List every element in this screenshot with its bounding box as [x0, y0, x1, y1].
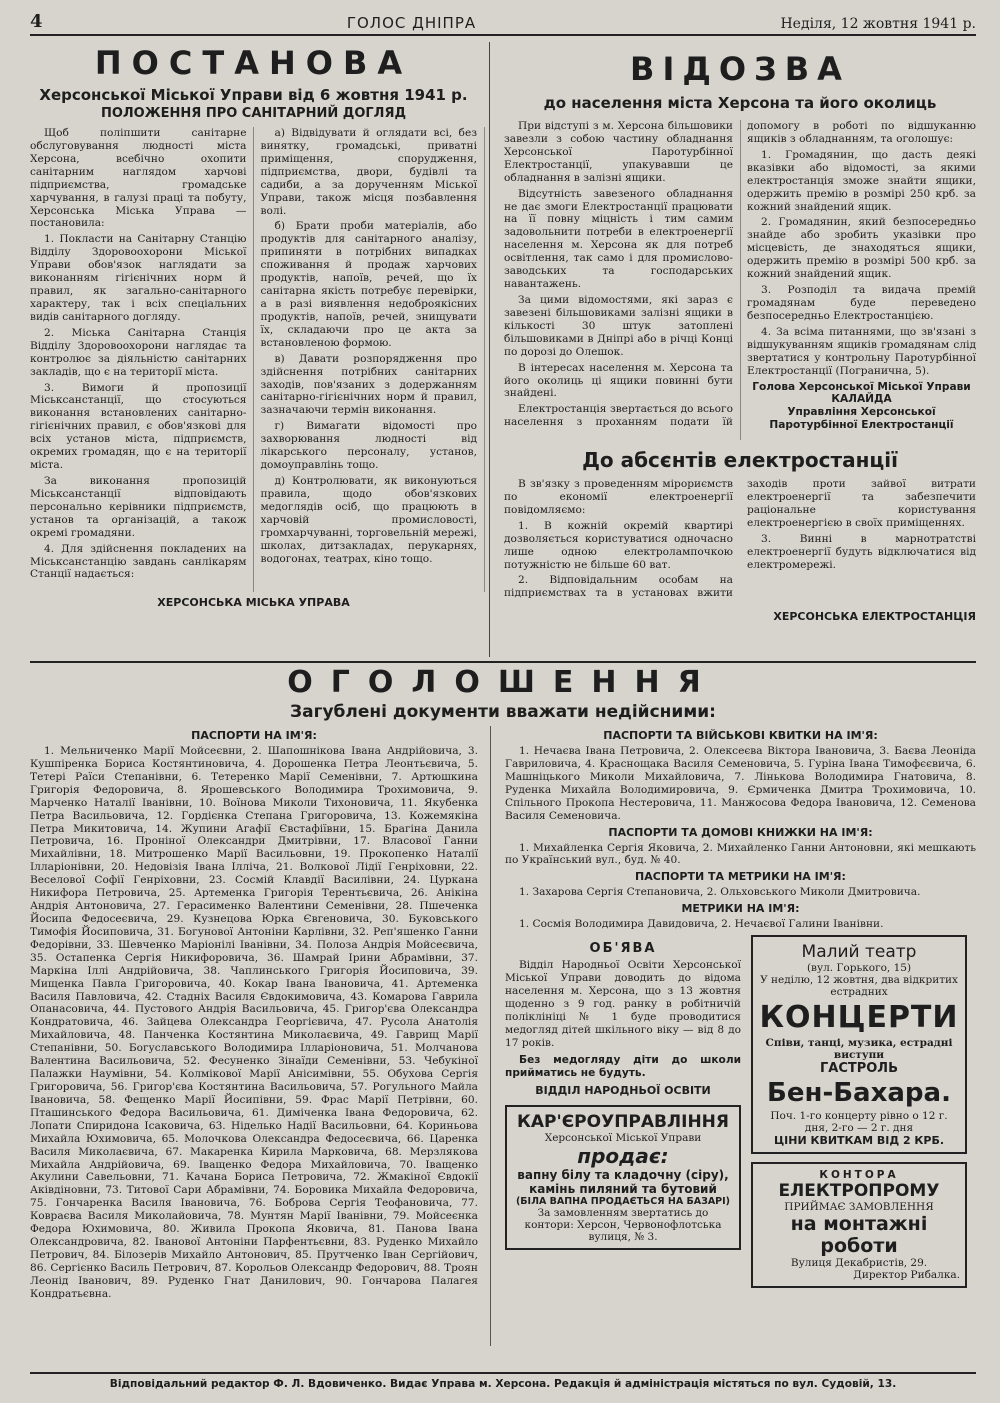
paragraph: 1. В кожній окремій квартирі дозволяється користуватися одночасно лише одною електролампочкою потужністю не більше 60 ват. [504, 519, 733, 571]
announcements-subtitle: Загублені документи вважати недійсними: [290, 702, 716, 722]
announcements-section [30, 661, 976, 722]
ad-line: За замовленням звертатись до контори: Херсон, Червонофлотська вулиця, № 3. [524, 1206, 722, 1243]
elektroprom-address: Вулиця Декабристів, 29. [790, 1257, 928, 1270]
concert-heading: КОНЦЕРТИ [759, 1000, 959, 1036]
signature-name: КАЛАЙДА [831, 393, 892, 406]
theatre-ad [751, 935, 967, 1154]
paragraph: Відсутність завезеного обладнання не дає змоги Електростанції працювати на її повну міцність і тим самим задовольнити потреби в електроенергії населення м. Херсона як для потреб освітлення, так само і для промислово-заводських та господарських навантажень. [504, 187, 733, 291]
paragraph: 4. За всіма питаннями, що зв'язані з відшукуванням ящиків громадянам слід звертатися у контрольну Паротурбінної Електростанції (Погранична, 5). [747, 325, 976, 377]
passports-heading: ПАСПОРТИ НА ІМ'Я: [191, 729, 317, 742]
vidozva-title: ВІДОЗВА [630, 50, 850, 88]
obyava-text-2: Без медогляду діти до школи прийматись не будуть. [505, 1053, 741, 1079]
issue-date: Неділя, 12 жовтня 1941 р. [780, 16, 976, 32]
prodaye-label: продає: [577, 1143, 669, 1168]
ads-right-column [751, 935, 967, 1288]
theatre-line: Співи, танці, музика, естрадні виступи [765, 1037, 953, 1062]
announcements-title: ОГОЛОШЕННЯ [287, 665, 719, 700]
ad-line: ПРИЙМАЄ ЗАМОВЛЕННЯ [784, 1201, 934, 1214]
paragraph: 1. Покласти на Санітарну Станцію Відділу Здоровоохорони Міської Управи обов'язок наглядати за виконанням гігієнічних норм й правил, як загально-санітарного характеру, так і всіх спеціальних видів санітарного догляду. [30, 233, 247, 323]
paragraph: За виконання пропозицій Міськсанстанції відповідають персонально керівники підприємств, установ та організацій, а також окремі громадяни. [30, 474, 247, 539]
theatre-line: Поч. 1-го концерту рівно о 12 г. дня, 2-го — 2 г. дня [770, 1110, 948, 1135]
passports-house-heading: ПАСПОРТИ ТА ДОМОВІ КНИЖКИ НА ІМ'Я: [608, 825, 873, 839]
postanova-signature: ХЕРСОНСЬКА МІСЬКА УПРАВА [157, 596, 350, 609]
metrics-heading: МЕТРИКИ НА ІМ'Я: [681, 902, 800, 916]
paragraph: 3. Розподіл та видача премій громадянам буде переведено безпосередньо Електростанцією. [747, 284, 976, 322]
ad-line: (БІЛА ВАПНА ПРОДАЄТЬСЯ НА БАЗАРІ) [515, 1195, 731, 1207]
paragraph: За цими відомостями, які зараз є завезені більшовиками залізні ящики в кількості 30 штук затоплені більшовиками в Дніпрі або в річці Конці по дорозі до Олешок. [504, 293, 733, 358]
passports-house-list: 1. Михайленка Сергія Яковича, 2. Михайленко Ганни Антоновни, які мешкають по Український вул., буд. № 40. [505, 841, 976, 867]
ad-line: вапну білу та кладочну (сіру), [517, 1167, 729, 1182]
right-announcements-column [490, 726, 976, 1346]
masthead [30, 10, 976, 36]
paragraph: Щоб поліпшити санітарне обслуговування людності міста Херсона, всебічно охопити санітарним наглядом харчові підприємства, громадське харчування, в галузі праці та побуту, Херсонська Міська Управа — постановила: [30, 127, 247, 230]
ads-left-column [505, 935, 741, 1288]
ad-line: Херсонської Міської Управи [544, 1131, 702, 1144]
elektroprom-ad [751, 1162, 967, 1288]
ad-line: камінь пиляний та бутовий [529, 1181, 717, 1196]
absent-body [504, 478, 976, 606]
kareroupravlinnia-ad [505, 1105, 741, 1250]
postanova-subtitle: Херсонської Міської Управи від 6 жовтня 1941 р. [39, 86, 468, 104]
paragraph: В зв'язку з проведенням мірориємств по економії електроенергії повідомляємо: [504, 478, 733, 516]
paragraph: б) Брати проби матеріалів, або продуктів для санітарного аналізу, припиняти в потрібних випадках споживання й продаж харчових продуктів, напоїв, речей, що їх санітарна якість потребує перевірки, а в разі виявлення недоброякісних продуктів, напоїв, речей, знищувати їх, складаючи про це акта за встановленою формою. [260, 220, 477, 349]
paragraph: 2. Громадянин, який безпосередньо знайде або зробить указівки про місцевість, де знаходяться ящики, одержить премію в розмірі 500 крб. за кожний знайдений ящик. [747, 216, 976, 281]
signature-line: Голова Херсонської Міської Управи [752, 380, 971, 393]
passports-metric-heading: ПАСПОРТИ ТА МЕТРИКИ НА ІМ'Я: [635, 870, 846, 884]
obyava-text: Відділ Народньої Освіти Херсонської Міської Управи доводить до відома населення м. Херсона, що з 13 жовтня щоденно з 9 год. ранку в робітничій поліклініці № 1 буде проводитися медогляд дітей шкільного віку — від 8 до 17 років. [505, 959, 741, 1049]
bottom-section [30, 726, 976, 1346]
postanova-title: ПОСТАНОВА [94, 44, 413, 82]
elektroprom-name: ЕЛЕКТРОПРОМУ [778, 1181, 940, 1202]
theatre-address: (вул. Горького, 15) [806, 962, 912, 975]
paragraph: В інтересах населення м. Херсона та його околиць ці ящики повинні бути знайдені. [504, 361, 733, 400]
paragraph: 4. Для здійснення покладених на Міськсанстанцію завдань санлікарям Станції надається: [30, 542, 247, 581]
metrics-list: 1. Сосмія Володимира Давидовича, 2. Нечаєвої Галини Іванівни. [519, 918, 884, 931]
vidozva-article [490, 42, 976, 657]
absent-signature: ХЕРСОНСЬКА ЕЛЕКТРОСТАНЦІЯ [773, 610, 976, 623]
passports-list: 1. Мельниченко Марії Мойсеєвни, 2. Шапошнікова Івана Андрійовича, 3. Кушпіренка Бориса Костянтиновича, 4. Дорошенка Петра Леонтьєвича, 5. Тетері Раїси Степанівни, 6. Тетеренко Марії Семенівни, 7. Артюшкина Григорія Федоровича, 8. Ярошевського Володимира Трохимовича, 9. Марченко Наталії Іванівни, 10. Воїнова Миколи Тихоновича, 11. Якубенка Петра Васильовича, 12. Гордієнка Степана Григоровича, 13. Кожемякіна Петра Микитовича, 14. Жупини Агафії Євстафіївни, 15. Брагіна Данила Петровича, 16. Проніної Олександри Дмитрівни, 17. Власової Ганни Михайлівни, 18. Митрошенко Марії Васильовни, 19. Прокопенко Наталії Ілларіонівни, 20. Недовізія Івана Ілліча, 21. Волкової Лідії Генріховни, 22. Веселової Софії Генріховни, 23. Сосмій Клавдії Василівни, 24. Цуркана Никифора Петровича, 25. Артеменка Григорія Терентьєвича, 26. Анікіна Андрія Антоновича, 27. Герасименко Валентини Семенівни, 28. Пшеченка Йосипа Федосеєвича, 29. Кузнецова Юрка Євгеновича, 30. Буковського Тимофія Йосиповича, 31. Богунової Антоніни Карлівни, 32. Реп'яшенко Ганни Федорівни, 33. Шевченко Маріонілі Іванівни, 34. Полоза Андрія Мойсеєвича, 35. Остапенка Сергія Никифоровича, 36. Шамрай Ірини Абрамівни, 37. Маркіна Іллі Андрійовича, 38. Чаплинського Григорія Йосиповича, 39. Мищенка Павла Григоровича, 40. Кокар Івана Івановича, 41. Артеменка Василя Павловича, 42. Стадніх Василя Євдокимовича, 43. Комарова Гаврила Опанасовича, 44. Пустового Андрія Васильовича, 45. Григор'єва Олександра Кондратовича, 46. Зайцева Олександра Георгієвича, 47. Русола Анатолія Михайловича, 48. Панченка Костянтина Миколаєвича, 49. Гаврищ Марії Степанівни, 50. Богуславського Володимира Ілларіоновича, 51. Молчанова Валентина Васильовича, 52. Фесуненко Зінаїди Семенівни, 53. Чебукіної Палажки Наумівни, 54. Колмікової Марії Анісимівни, 55. Обухова Сергія Григоровича, 56. Григор'єва Костянтина Васильовича, 57. Рогульного Майла Івановича, 58. Фещенко Марії Йосипівни, 59. Фрас Марії Петрівни, 60. Пташинського Федора Васильовича, 61. Диміченка Івана Федоровича, 62. Лопати Спиридона Ісаковича, 63. Ніделько Надії Васильовни, 64. Кориньова Михайла Юхимовича, 65. Молочкова Олександра Федосеєвича, 66. Царенка Василя Миколаєвича, 67. Макаренка Кирила Марковича, 68. Мерзлякова Михайла Андрійовича, 69. Іващенко Федора Михайловича, 70. Іващенко Акулини Савельовни, 71. Качана Бориса Петровича, 72. Жмакіної Євдокії Аківдіновни, 73. Титової Сари Абрамівни, 74. Боровика Михайла Федоровича, 75. Гончаренка Василя Івановича, 76. Боброва Сергія Теофановича, 77. Ковраєва Василя Миколайовича, 78. Мунтян Марії Іванівни, 79. Мойсеєнка Федора Юхимовича, 80. Живила Прокопа Яковича, 81. Панова Івана Олександровича, 82. Іванової Антоніни Парфентьєвни, 83. Руденко Михайло Петрович, 84. Білозерів Михайло Антонович, 85. Прутченко Іван Сергійович, 86. Сергієнко Василь Петрович, 87. Корольов Олександр Федорович, 88. Троян Леонід Іванович, 89. Руденко Гнат Данилович, 90. Гончарова Палагея Кондратьєвна. [30, 745, 478, 1300]
ad-line: на монтажні роботи [790, 1213, 928, 1258]
obyava-signature: ВІДДІЛ НАРОДНЬОЇ ОСВІТИ [535, 1083, 711, 1097]
passports-military-list: 1. Нечаєва Івана Петровича, 2. Олексеєва Віктора Івановича, 3. Баєва Леоніда Гавриловича, 4. Краснощака Василя Семеновича, 5. Гуріна Івана Тимофєєвича, 6. Машніцького Миколи Михайловича, 7. Лінькова Володимира Гнатовича, 8. Руденка Михайла Володимировича, 9. Єрмиченка Дмитра Трохимовича, 10. Спільного Прокопа Нестеровича, 11. Манжосова Федора Івановича, 12. Семенова Василя Семеновича. [505, 745, 976, 822]
paragraph: 3. Вимоги й пропозиції Міськсанстанції, що стосуються виконання встановлених санітарно-гігієнічних правил, є обов'язкові для всіх установ міста, підприємств, окремих громадян, що є на території міста. [30, 381, 247, 472]
ads-area [505, 935, 976, 1288]
vidozva-subtitle: до населення міста Херсона та його околиць [543, 94, 937, 112]
postanova-article [30, 42, 490, 657]
theatre-prices: ЦІНИ КВИТКАМ ВІД 2 КРБ. [773, 1134, 945, 1148]
newspaper-name: ГОЛОС ДНІПРА [346, 14, 477, 32]
kareroupravlinnia-title: КАР'ЄРОУПРАВЛІННЯ [516, 1111, 729, 1132]
vidozva-body [504, 120, 976, 440]
gastrol-label: ГАСТРОЛЬ [819, 1061, 899, 1077]
paragraph: 2. Відповідальним особам на підприємствах та в установах вжити заходів проти зайвої витрати електроенергії та забезпечити раціональне користування електроенергією в своїх приміщеннях. [504, 478, 976, 600]
postanova-body [30, 127, 477, 592]
elektroprom-director: Директор Рибалка. [853, 1269, 960, 1282]
passports-metric-list: 1. Захарова Сергія Степановича, 2. Ольховського Миколи Дмитровича. [519, 886, 921, 899]
paragraph: 3. Винні в марнотратстві електроенергії будуть відключатися від електромережі. [747, 532, 976, 571]
top-section [30, 42, 976, 657]
absent-title: До абсєнтів електростанції [582, 448, 898, 472]
paragraph: а) Відвідувати й оглядати всі, без винятку, громадські, приватні приміщення, спорудження, підприємства, двори, будівлі та садиби, а за дорученням Міської Управи, також місця позбавлення волі. [260, 127, 477, 217]
obyava-title: ОБ'ЯВА [589, 941, 657, 957]
paragraph: в) Давати розпорядження про здійснення потрібних санітарних заходів, пов'язаних з додержанням санітарно-гігієнічних норм й правил, зазначаючи термін виконання. [260, 352, 477, 417]
kontora-label: КОНТОРА [819, 1169, 899, 1182]
paragraph: 2. Міська Санітарна Станція Відділу Здоровоохорони наглядає та контролює за діяльністю санітарних закладів, що є на території міста. [30, 326, 247, 378]
performer-name: Бен-Бахара. [767, 1078, 951, 1109]
footer: Відповідальний редактор Ф. Л. Вдовиченко. Видає Управа м. Херсона. Редакція й адміністрація містяться по вул. Судовій, 13. [30, 1372, 976, 1390]
theatre-name: Малий театр [801, 942, 917, 963]
paragraph: д) Контролювати, як виконуються правила, щодо обов'язкових медоглядів осіб, що працюють в харчовій промисловості, громхарчуванні, торговельній мережі, школах, дитзакладах, перукарнях, водогонах, театрах, кіно тощо. [260, 474, 477, 565]
postanova-heading: ПОЛОЖЕННЯ ПРО САНІТАРНИЙ ДОГЛЯД [100, 106, 407, 121]
paragraph: Електростанція звертається до всього населення з проханням подати їй допомогу в роботі по відшуканню ящиків з обладнанням, та оголошує: [504, 120, 976, 429]
passports-column [30, 726, 490, 1346]
passports-military-heading: ПАСПОРТИ ТА ВІЙСЬКОВІ КВИТКИ НА ІМ'Я: [603, 729, 878, 742]
paragraph: 1. Громадянин, що дасть деякі вказівки або відомості, за якими електростанція зможе знайти ящики, одержить премію в розмірі 250 крб. за кожний знайдений ящик. [747, 148, 976, 213]
signature-line: Управління Херсонської Паротурбінної Електростанції [769, 406, 954, 432]
theatre-line: У неділю, 12 жовтня, два відкритих естрадних [760, 974, 958, 999]
paragraph: г) Вимагати відомості про захворювання людності від лікарського персоналу, установ, домоуправлінь тощо. [260, 420, 477, 472]
paragraph: При відступі з м. Херсона більшовики завезли з собою частину обладнання Херсонської Паротурбінної Електростанції, упакувавши це обладнання в залізні ящики. [504, 120, 733, 184]
page-number: 4 [30, 11, 43, 32]
